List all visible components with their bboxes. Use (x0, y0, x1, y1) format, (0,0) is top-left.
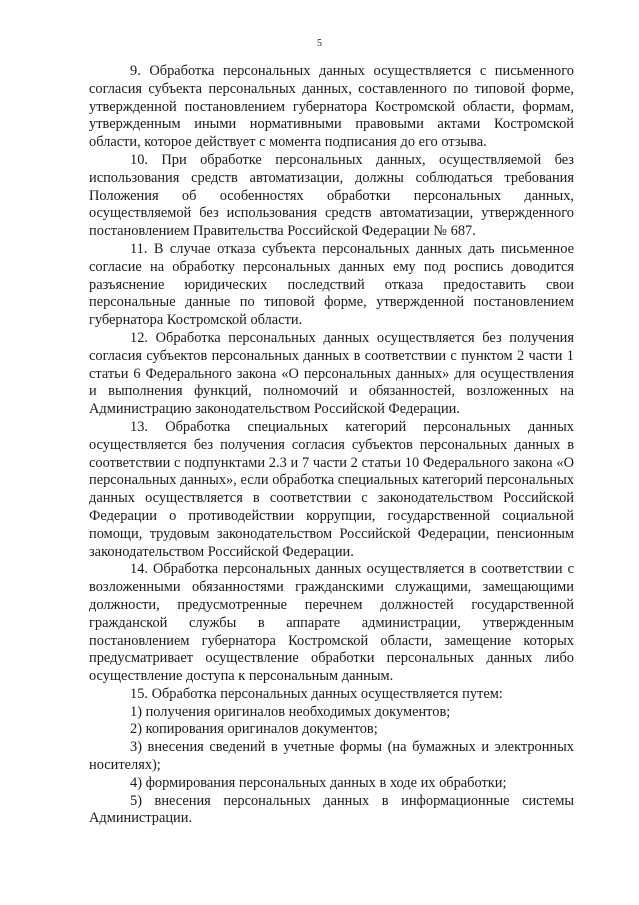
paragraph-10: 10. При обработке персональных данных, осуществляемой без использования средств автоматизации, должны соблюдаться требования Положения об особенностях обработки персональных данных, осуществляемой без использования средств автоматизации, утвержденного постановлением Правительства Российской Федерации № 687. (89, 151, 574, 240)
list-item-3: 3) внесения сведений в учетные формы (на бумажных и электронных носителях); (89, 739, 574, 774)
paragraph-12: 12. Обработка персональных данных осуществляется без получения согласия субъектов персональных данных в соответствии с пунктом 2 части 1 статьи 6 Федерального закона «О персональных данных» для осуществления и выполнения функций, полномочий и обязанностей, возложенных на Администрацию законодательством Российской Федерации. (89, 329, 574, 418)
page-number: 5 (317, 38, 322, 49)
paragraph-14: 14. Обработка персональных данных осуществляется в соответствии с возложенными обязанностями гражданскими служащими, замещающими должности, предусмотренные перечнем должностей государственной гражданской службы в аппарате администрации, утвержденным постановлением губернатора Костромской области, замещение которых предусматривает осуществление обработки персональных данных либо осуществление доступа к персональным данным. (89, 561, 574, 685)
paragraph-15: 15. Обработка персональных данных осуществляется путем: (130, 685, 503, 702)
paragraph-13: 13. Обработка специальных категорий персональных данных осуществляется без получения согласия субъектов персональных данных в соответствии с подпунктами 2.3 и 7 части 2 статьи 10 Федерального закона «О персональных данных», если обработка специальных категорий персональных данных осуществляется в соответствии с законодательством Российской Федерации о противодействии коррупции, государственной социальной помощи, трудовым законодательством Российской Федерации, пенсионным законодательством Российской Федерации. (89, 418, 574, 560)
list-item-5: 5) внесения персональных данных в информационные системы Администрации. (89, 792, 574, 827)
list-item-2: 2) копирования оригиналов документов; (130, 721, 378, 738)
list-item-1: 1) получения оригиналов необходимых документов; (130, 703, 451, 720)
list-item-4: 4) формирования персональных данных в ходе их обработки; (130, 774, 507, 791)
paragraph-9: 9. Обработка персональных данных осуществляется с письменного согласия субъекта персональных данных, составленного по типовой форме, утвержденной постановлением губернатора Костромской области, формам, утвержденным иными нормативными правовыми актами Костромской области, которое действует с момента подписания до его отзыва. (89, 63, 574, 151)
document-body (89, 63, 574, 828)
paragraph-11: 11. В случае отказа субъекта персональных данных дать письменное согласие на обработку персональных данных ему под роспись доводится разъяснение юридических последствий отказа предоставить свои персональные данные по типовой форме, утвержденной постановлением губернатора Костромской области. (89, 240, 574, 329)
